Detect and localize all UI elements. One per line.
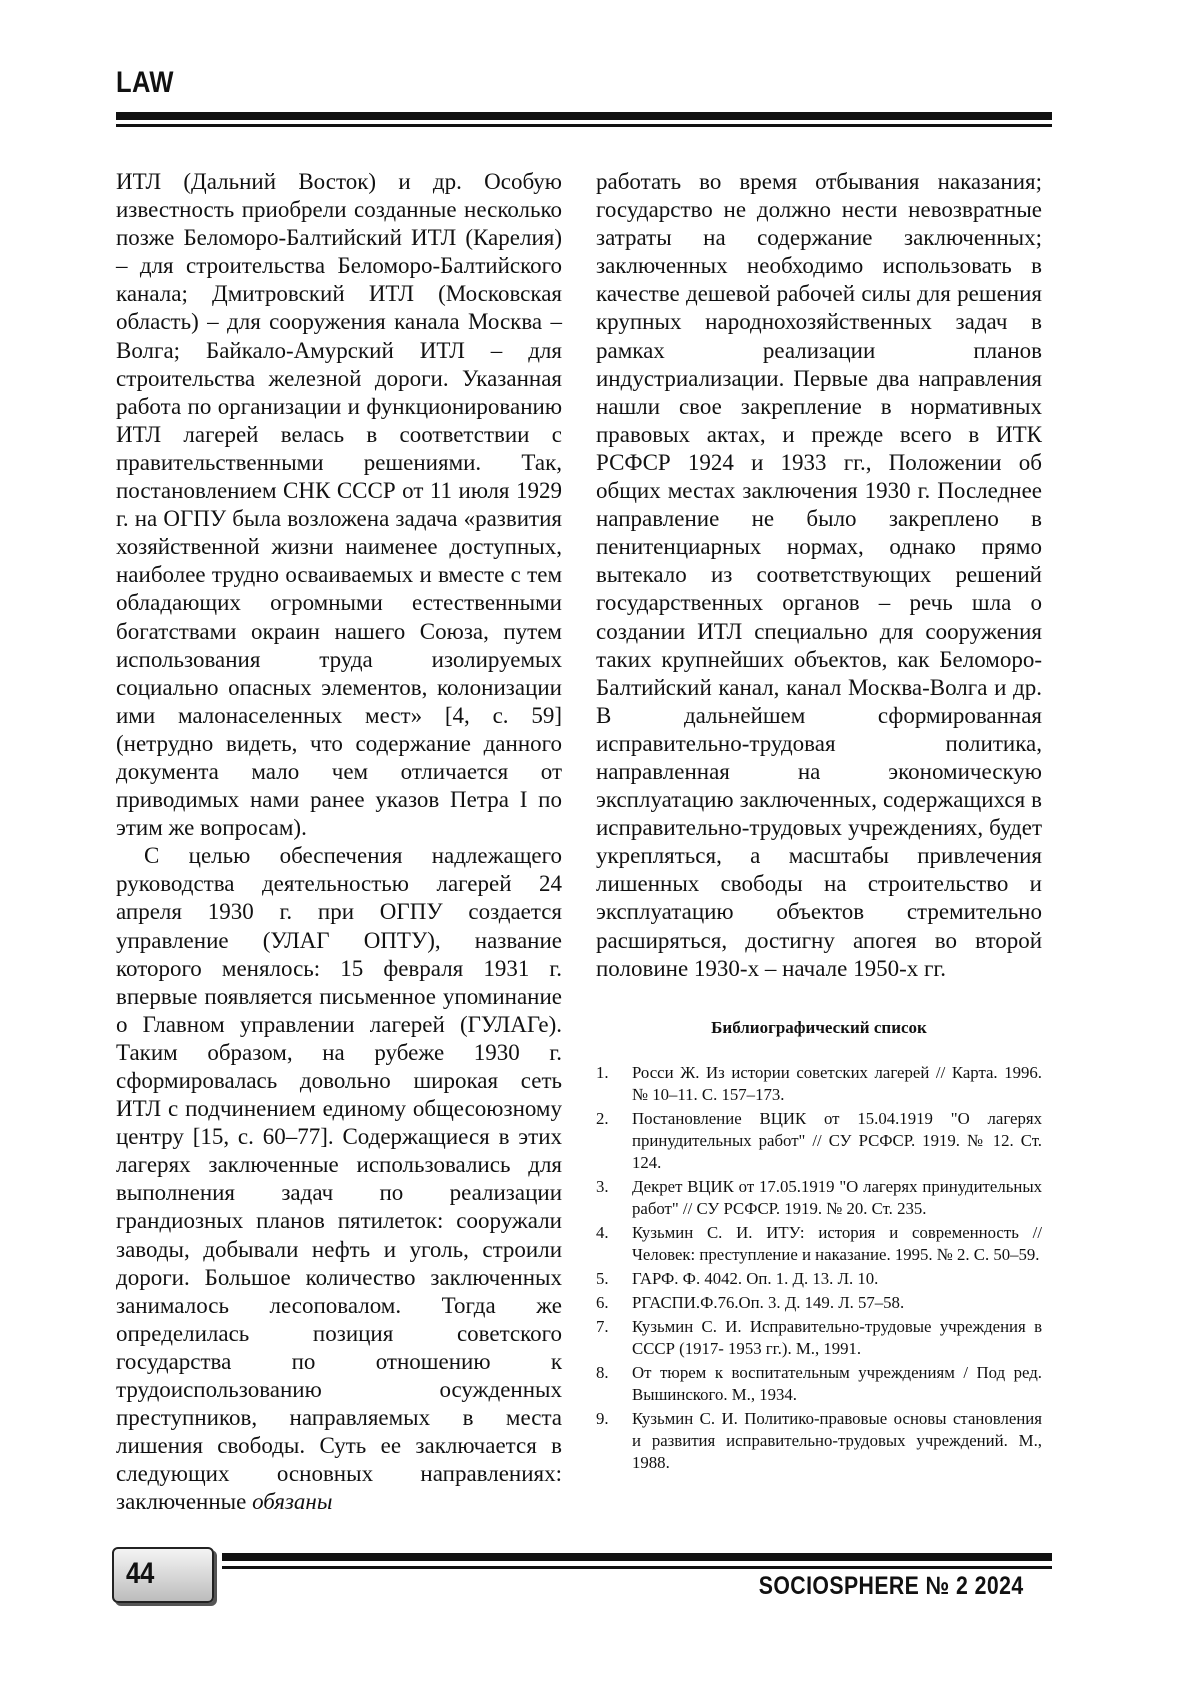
item-text: Постановление ВЦИК от 15.04.1919 "О лагерях принудительных работ" // СУ РСФСР. 1919. № 12. Ст. 124.	[632, 1109, 1042, 1172]
item-number: 8.	[596, 1363, 609, 1382]
item-number: 2.	[596, 1109, 609, 1128]
item-number: 7.	[596, 1317, 609, 1336]
italic-text: обязаны	[252, 1489, 333, 1515]
bibliography-item	[596, 1108, 1042, 1174]
bibliography-list	[596, 1062, 1042, 1476]
item-number: 3.	[596, 1177, 609, 1196]
item-number: 1.	[596, 1063, 609, 1082]
header-rule-thick	[116, 112, 1052, 120]
right-column	[596, 168, 1042, 983]
section-label: LAW	[116, 66, 174, 99]
journal-title: SOCIOSPHERE № 2 2024	[759, 1572, 1024, 1600]
page-number-box	[112, 1547, 214, 1603]
footer-rule-thick	[222, 1553, 1052, 1561]
item-number: 4.	[596, 1223, 609, 1242]
bibliography-item	[596, 1176, 1042, 1220]
item-text: Кузьмин С. И. Исправительно-трудовые учреждения в СССР (1917- 1953 гг.). М., 1991.	[632, 1317, 1042, 1358]
bibliography-title: Библиографический список	[711, 1018, 927, 1037]
left-column	[116, 168, 562, 1517]
item-text: Кузьмин С. И. Политико-правовые основы становления и развития исправительно-трудовых учреждений. М., 1988.	[632, 1409, 1042, 1472]
item-text: Росси Ж. Из истории советских лагерей // Карта. 1996. № 10–11. С. 157–173.	[632, 1063, 1042, 1104]
item-number: 9.	[596, 1409, 609, 1428]
bibliography-item	[596, 1222, 1042, 1266]
body-paragraph: работать во время отбывания наказания; государство не должно нести невозвратные затраты на содержание заключенных; заключенных необходимо использовать в качестве дешевой рабочей силы для решения крупных народнохозяйственных задач в рамках реализации планов индустриализации. Первые два направления нашли свое закрепление в нормативных правовых актах, и прежде всего в ИТК РСФСР 1924 и 1933 гг., Положении об общих местах заключения 1930 г. Последнее направление не было закреплено в пенитенциарных нормах, однако прямо вытекало из соответствующих решений государственных органов – речь шла о создании ИТЛ специально для сооружения таких крупнейших объектов, как Беломоро-Балтийский канал, канал Москва-Волга и др. В дальнейшем сформированная исправительно-трудовая политика, направленная на экономическую эксплуатацию заключенных, содержащихся в исправительно-трудовых учреждениях, будет укрепляться, а масштабы привлечения лишенных свободы на строительство и эксплуатацию объектов стремительно расширяться, достигну апогея во второй половине 1930-х – начале 1950-х гг.	[596, 169, 1042, 981]
item-text: РГАСПИ.Ф.76.Оп. 3. Д. 149. Л. 57–58.	[632, 1293, 905, 1312]
bibliography-item	[596, 1062, 1042, 1106]
bibliography-item	[596, 1316, 1042, 1360]
bibliography-item	[596, 1408, 1042, 1474]
body-paragraph: ИТЛ (Дальний Восток) и др. Особую известность приобрели созданные несколько позже Беломоро-Балтийский ИТЛ (Карелия) – для строительства Беломоро-Балтийского канала; Дмитровский ИТЛ (Московская область) – для сооружения канала Москва – Волга; Байкало-Амурский ИТЛ – для строительства железной дороги. Указанная работа по организации и функционированию ИТЛ лагерей велась в соответствии с правительственными решениями. Так, постановлением СНК СССР от 11 июля 1929 г. на ОГПУ была возложена задача «развития хозяйственной жизни наименее доступных, наиболее трудно осваиваемых и вместе с тем обладающих огромными естественными богатствами окраин нашего Союза, путем использования труда изолируемых социально опасных элементов, колонизации ими малонаселенных мест» [4, с. 59] (нетрудно видеть, что содержание данного документа мало чем отличается от приводимых нами ранее указов Петра I по этим же вопросам).	[116, 169, 562, 841]
item-number: 6.	[596, 1293, 609, 1312]
item-text: От тюрем к воспитательным учреждениям / Под ред. Вышинского. М., 1934.	[632, 1363, 1042, 1404]
header-rule-thin	[116, 124, 1052, 127]
item-text: Кузьмин С. И. ИТУ: история и современность // Человек: преступление и наказание. 1995. № 2. С. 50–59.	[632, 1223, 1042, 1264]
footer-rule-thin	[222, 1566, 1052, 1569]
page-number: 44	[126, 1557, 155, 1590]
body-paragraph	[116, 842, 562, 1516]
item-text: ГАРФ. Ф. 4042. Оп. 1. Д. 13. Л. 10.	[632, 1269, 879, 1288]
bibliography-item	[596, 1362, 1042, 1406]
item-number: 5.	[596, 1269, 609, 1288]
item-text: Декрет ВЦИК от 17.05.1919 "О лагерях принудительных работ" // СУ РСФСР. 1919. № 20. Ст. 235.	[632, 1177, 1042, 1218]
bibliography-item	[596, 1292, 1042, 1314]
body-text: С целью обеспечения надлежащего руководства деятельностью лагерей 24 апреля 1930 г. при ОГПУ создается управление (УЛАГ ОПТУ), название которого менялось: 15 февраля 1931 г. впервые появляется письменное упоминание о Главном управлении лагерей (ГУЛАГе). Таким образом, на рубеже 1930 г. сформировалась довольно широкая сеть ИТЛ с подчинением единому общесоюзному центру [15, с. 60–77]. Содержащиеся в этих лагерях заключенные использовались для выполнения задач по реализации грандиозных планов пятилеток: сооружали заводы, добывали нефть и уголь, строили дороги. Большое количество заключенных занималось лесоповалом. Тогда же определилась позиция советского государства по отношению к трудоиспользованию осужденных преступников, направляемых в места лишения свободы. Суть ее заключается в следующих основных направлениях: заключенные	[116, 843, 562, 1515]
bibliography-item	[596, 1268, 1042, 1290]
